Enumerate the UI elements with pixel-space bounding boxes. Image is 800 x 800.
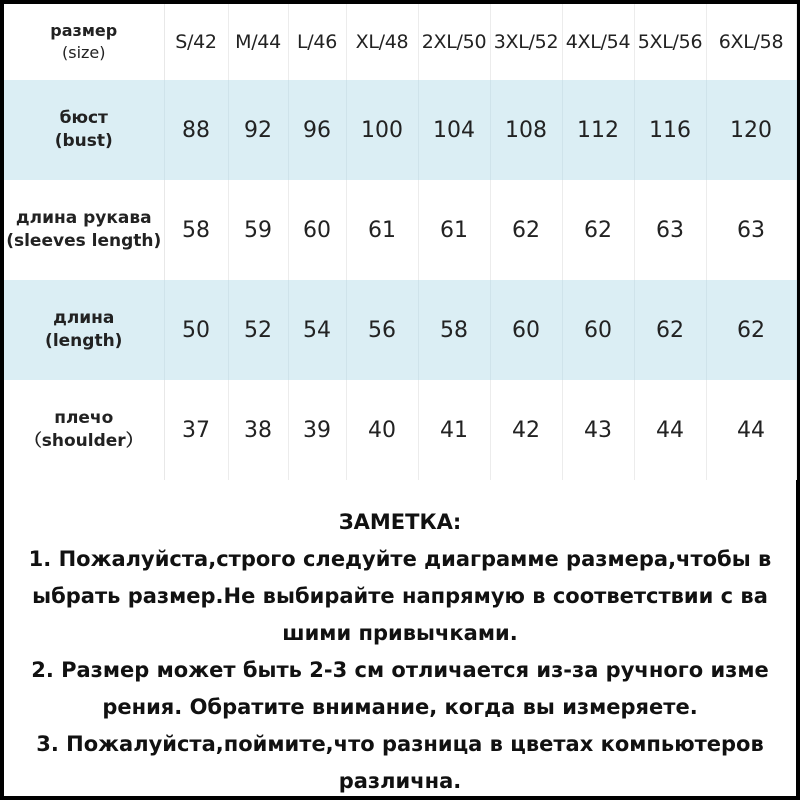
- table-cell: 39: [288, 380, 346, 480]
- row-label-en: (sleeves length): [6, 231, 162, 251]
- table-cell: 41: [418, 380, 490, 480]
- table-cell: 62: [634, 280, 706, 380]
- size-chart: [4, 4, 796, 796]
- table-cell: 62: [562, 180, 634, 280]
- table-cell: 120: [706, 80, 796, 180]
- size-header: M/44: [228, 4, 288, 80]
- row-label-sleeves-length: [4, 180, 164, 280]
- notes-title: ЗАМЕТКА:: [338, 510, 462, 534]
- row-label-en: (length): [45, 331, 123, 351]
- table-cell: 40: [346, 380, 418, 480]
- table-cell: 44: [634, 380, 706, 480]
- size-header: 4XL/54: [562, 4, 634, 80]
- row-label-ru: бюст: [59, 108, 108, 128]
- header-label-en: (size): [61, 43, 106, 62]
- table-cell: 58: [418, 280, 490, 380]
- table-cell: 88: [164, 80, 228, 180]
- table-cell: 38: [228, 380, 288, 480]
- table-cell: 44: [706, 380, 796, 480]
- notes-section: [4, 504, 796, 800]
- table-cell: 92: [228, 80, 288, 180]
- table-row-bust: [4, 80, 796, 180]
- row-label-ru: длина: [53, 308, 115, 328]
- table-cell: 56: [346, 280, 418, 380]
- header-label: [4, 4, 164, 80]
- row-label-ru: плечо: [54, 408, 114, 428]
- size-header: S/42: [164, 4, 228, 80]
- size-header: 3XL/52: [490, 4, 562, 80]
- table-cell: 43: [562, 380, 634, 480]
- row-label-en: (bust): [54, 131, 113, 151]
- row-label-length: [4, 280, 164, 380]
- table-cell: 100: [346, 80, 418, 180]
- table-cell: 60: [562, 280, 634, 380]
- size-header: XL/48: [346, 4, 418, 80]
- note-line: 1. Пожалуйста,строго следуйте диаграмме размера,чтобы в: [28, 547, 772, 571]
- table-cell: 58: [164, 180, 228, 280]
- note-line: различна.: [338, 769, 462, 793]
- table-row-shoulder: [4, 380, 796, 480]
- table-row-sleeves-length: [4, 180, 796, 280]
- table-cell: 61: [418, 180, 490, 280]
- row-label-ru: длина рукава: [15, 208, 152, 228]
- table-cell: 116: [634, 80, 706, 180]
- size-header: 6XL/58: [706, 4, 796, 80]
- note-line: шими привычками.: [282, 621, 518, 645]
- size-header: 2XL/50: [418, 4, 490, 80]
- row-label-en: （shoulder）: [24, 431, 143, 451]
- table-cell: 37: [164, 380, 228, 480]
- table-cell: 112: [562, 80, 634, 180]
- table-cell: 60: [288, 180, 346, 280]
- note-line: рения. Обратите внимание, когда вы измеряете.: [102, 695, 698, 719]
- table-cell: 62: [706, 280, 796, 380]
- table-cell: 104: [418, 80, 490, 180]
- table-cell: 63: [634, 180, 706, 280]
- size-header: 5XL/56: [634, 4, 706, 80]
- table-cell: 54: [288, 280, 346, 380]
- size-header: L/46: [288, 4, 346, 80]
- note-line: ыбрать размер.Не выбирайте напрямую в соответствии с ва: [32, 584, 768, 608]
- table-row-length: [4, 280, 796, 380]
- table-cell: 96: [288, 80, 346, 180]
- table-cell: 52: [228, 280, 288, 380]
- header-row: [4, 4, 796, 80]
- table-cell: 50: [164, 280, 228, 380]
- table-cell: 108: [490, 80, 562, 180]
- table-cell: 59: [228, 180, 288, 280]
- note-line: 2. Размер может быть 2-3 см отличается из-за ручного изме: [31, 658, 769, 682]
- table-cell: 60: [490, 280, 562, 380]
- header-label-ru: размер: [50, 21, 118, 40]
- note-line: 3. Пожалуйста,поймите,что разница в цветах компьютеров: [36, 732, 764, 756]
- row-label-shoulder: [4, 380, 164, 480]
- row-label-bust: [4, 80, 164, 180]
- table-cell: 61: [346, 180, 418, 280]
- table-cell: 62: [490, 180, 562, 280]
- table-cell: 42: [490, 380, 562, 480]
- size-table: [4, 4, 797, 480]
- table-cell: 63: [706, 180, 796, 280]
